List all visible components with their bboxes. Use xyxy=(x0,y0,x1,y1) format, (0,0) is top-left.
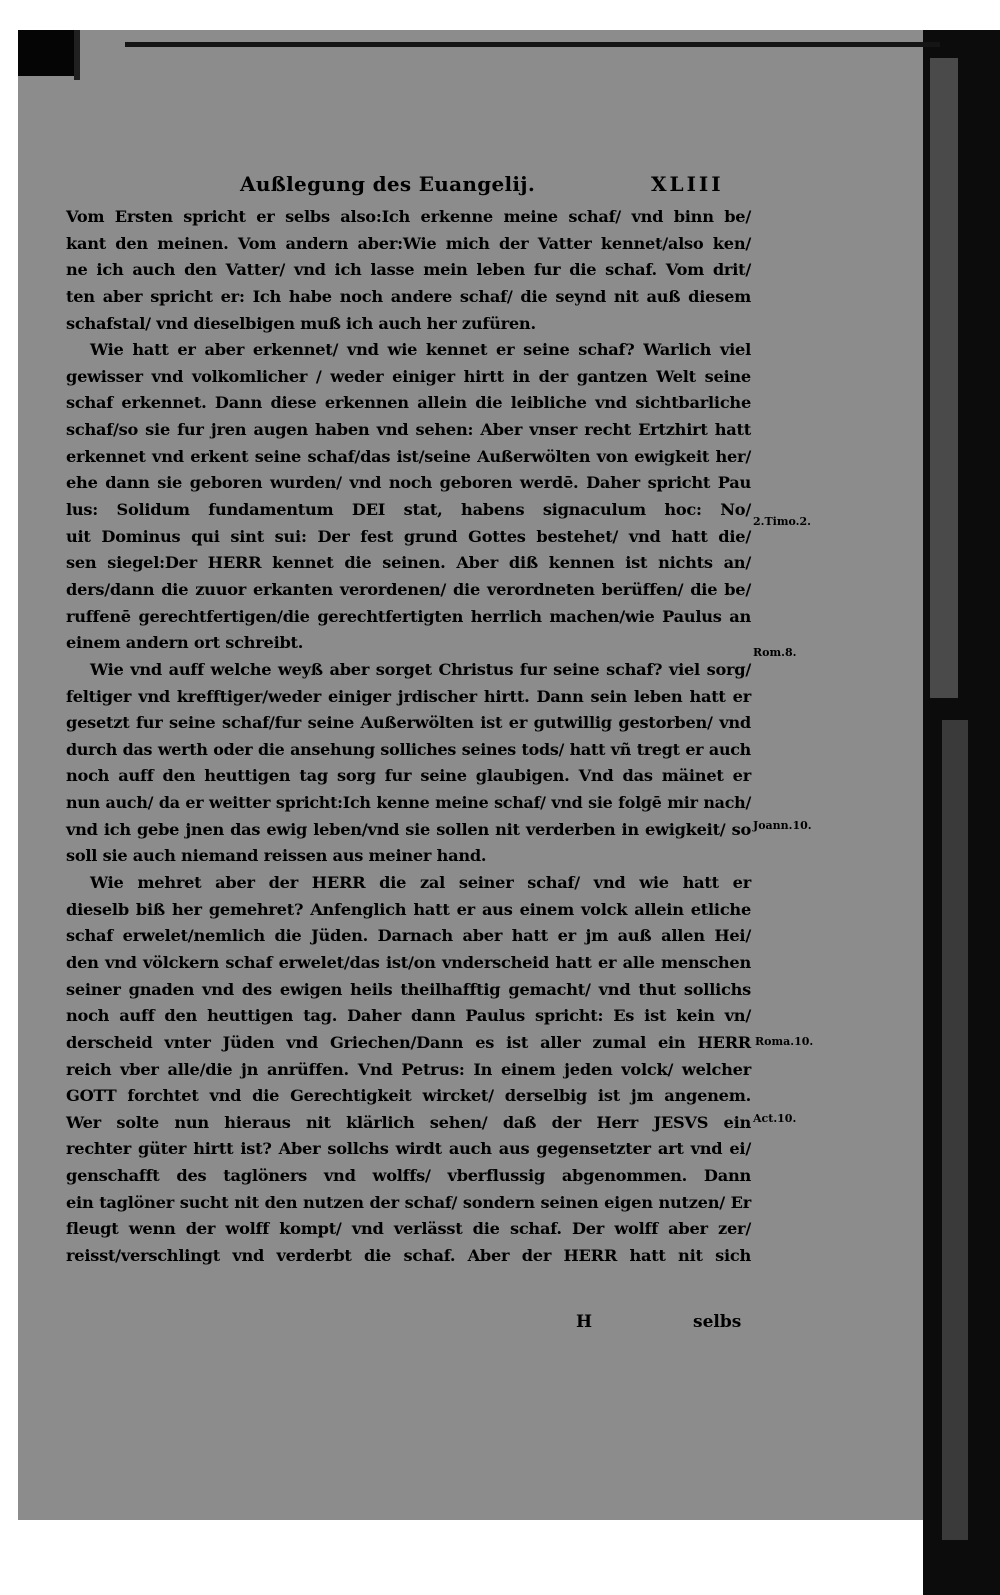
text-line: durch das werth oder die ansehung solliches seines tods/ hatt vñ tregt er auch xyxy=(66,739,751,759)
margin-note-romans-8: Rom.8. xyxy=(753,646,797,659)
page-header xyxy=(0,172,910,202)
text-line: uit Dominus qui sint sui: Der fest grund Gottes bestehet/ vnd hatt die/ xyxy=(66,526,751,546)
text-line: ruffenē gerechtfertigen/die gerechtfertigten herrlich machen/wie Paulus an xyxy=(66,606,751,626)
text-line: ten aber spricht er: Ich habe noch andere schaf/ die seynd nit auß diesem xyxy=(66,286,751,306)
text-line: noch auff den heuttigen tag sorg fur seine glaubigen. Vnd das mäinet er xyxy=(66,766,751,786)
catchword: selbs xyxy=(693,1312,742,1332)
margin-note-romans-10: Roma.10. xyxy=(755,1035,814,1048)
page-bottom-margin xyxy=(0,1520,923,1595)
text-line: den vnd völckern schaf erwelet/das ist/on vnderscheid hatt er alle menschen xyxy=(66,952,751,972)
text-line: einem andern ort schreibt. xyxy=(66,633,304,653)
margin-note-acts-10: Act.10. xyxy=(753,1112,797,1125)
folio-number: XLIII xyxy=(651,172,724,196)
text-line: ein taglöner sucht nit den nutzen der schaf/ sondern seinen eigen nutzen/ Er xyxy=(66,1192,751,1212)
text-line: genschafft des taglöners vnd wolffs/ vberflussig abgenommen. Dann xyxy=(66,1166,751,1186)
text-line: Wie hatt er aber erkennet/ vnd wie kennet er seine schaf? Warlich viel xyxy=(90,340,751,360)
text-line: Wie mehret aber der HERR die zal seiner schaf/ vnd wie hatt er xyxy=(90,873,751,893)
text-line: vnd ich gebe jnen das ewig leben/vnd sie sollen nit verderben in ewigkeit/ so xyxy=(66,819,751,839)
text-line: Wie vnd auff welche weyß aber sorget Christus fur seine schaf? viel sorg/ xyxy=(90,659,751,679)
text-line: fleugt wenn der wolff kompt/ vnd verlässt die schaf. Der wolff aber zer/ xyxy=(66,1219,751,1239)
corner-shadow xyxy=(18,30,78,76)
text-line: rechter güter hirtt ist? Aber sollchs wirdt auch aus gegensetzter art vnd ei/ xyxy=(66,1139,751,1159)
text-line: seiner gnaden vnd des ewigen heils theilhafftig gemacht/ vnd thut sollichs xyxy=(66,979,751,999)
text-line: Wer solte nun hieraus nit klärlich sehen/ daß der Herr JESVS ein xyxy=(66,1112,751,1132)
text-line: reisst/verschlingt vnd verderbt die schaf. Aber der HERR hatt nit sich xyxy=(66,1245,751,1265)
text-line: kant den meinen. Vom andern aber:Wie mich der Vatter kennet/also ken/ xyxy=(66,233,751,253)
text-line: ders/dann die zuuor erkanten verordenen/ die verordneten berüffen/ die be/ xyxy=(66,579,751,599)
margin-note-john-10: Joann.10. xyxy=(753,819,812,832)
text-line: noch auff den heuttigen tag. Daher dann Paulus spricht: Es ist kein vn/ xyxy=(66,1006,751,1026)
text-line: reich vber alle/die jn anrüffen. Vnd Petrus: In einem jeden volck/ welcher xyxy=(66,1059,751,1079)
text-line: derscheid vnter Jüden vnd Griechen/Dann es ist aller zumal ein HERR xyxy=(66,1032,751,1052)
text-line: Vom Ersten spricht er selbs also:Ich erkenne meine schaf/ vnd binn be/ xyxy=(66,207,751,226)
text-line: ehe dann sie geboren wurden/ vnd noch geboren werdē. Daher spricht Pau xyxy=(66,473,751,493)
text-line: dieselb biß her gemehret? Anfenglich hatt er aus einem volck allein etliche xyxy=(66,899,751,919)
text-line: gewisser vnd volkomlicher / weder einiger hirtt in der gantzen Welt seine xyxy=(66,366,751,386)
text-line: schafstal/ vnd dieselbigen muß ich auch her zufüren. xyxy=(66,313,536,333)
text-line: soll sie auch niemand reissen aus meiner hand. xyxy=(66,846,487,866)
text-line: gesetzt fur seine schaf/fur seine Außerwölten ist er gutwillig gestorben/ vnd xyxy=(66,713,751,733)
text-line: sen siegel:Der HERR kennet die seinen. Aber diß kennen ist nichts an/ xyxy=(66,553,751,573)
text-line: schaf/so sie fur jren augen haben vnd sehen: Aber vnser recht Ertzhirt hatt xyxy=(66,420,751,440)
text-line: lus: Solidum fundamentum DEI stat, habens signaculum hoc: No/ xyxy=(66,500,751,520)
text-line: GOTT forchtet vnd die Gerechtigkeit wircket/ derselbig ist jm angenem. xyxy=(66,1086,751,1106)
corner-tick xyxy=(74,30,80,80)
page-top-edge xyxy=(125,42,940,47)
text-line: schaf erwelet/nemlich die Jüden. Darnach aber hatt er jm auß allen Hei/ xyxy=(66,926,751,946)
body-text xyxy=(66,204,751,1270)
margin-note-2-timothy: 2.Timo.2. xyxy=(753,515,811,528)
text-line: feltiger vnd krefftiger/weder einiger jrdischer hirtt. Dann sein leben hatt er xyxy=(66,686,751,706)
signature-mark: H xyxy=(576,1312,593,1332)
text-line: ne ich auch den Vatter/ vnd ich lasse mein leben fur die schaf. Vom drit/ xyxy=(66,260,751,280)
text-line: nun auch/ da er weitter spricht:Ich kenne meine schaf/ vnd sie folgē mir nach/ xyxy=(66,793,751,813)
text-line: schaf erkennet. Dann diese erkennen allein die leibliche vnd sichtbarliche xyxy=(66,393,751,413)
spine-shadow-band xyxy=(930,58,958,698)
text-line: erkennet vnd erkent seine schaf/das ist/seine Außerwölten von ewigkeit her/ xyxy=(66,446,751,466)
running-title: Außlegung des Euangelij. xyxy=(240,172,536,196)
spine-shadow-band-lower xyxy=(942,720,968,1540)
